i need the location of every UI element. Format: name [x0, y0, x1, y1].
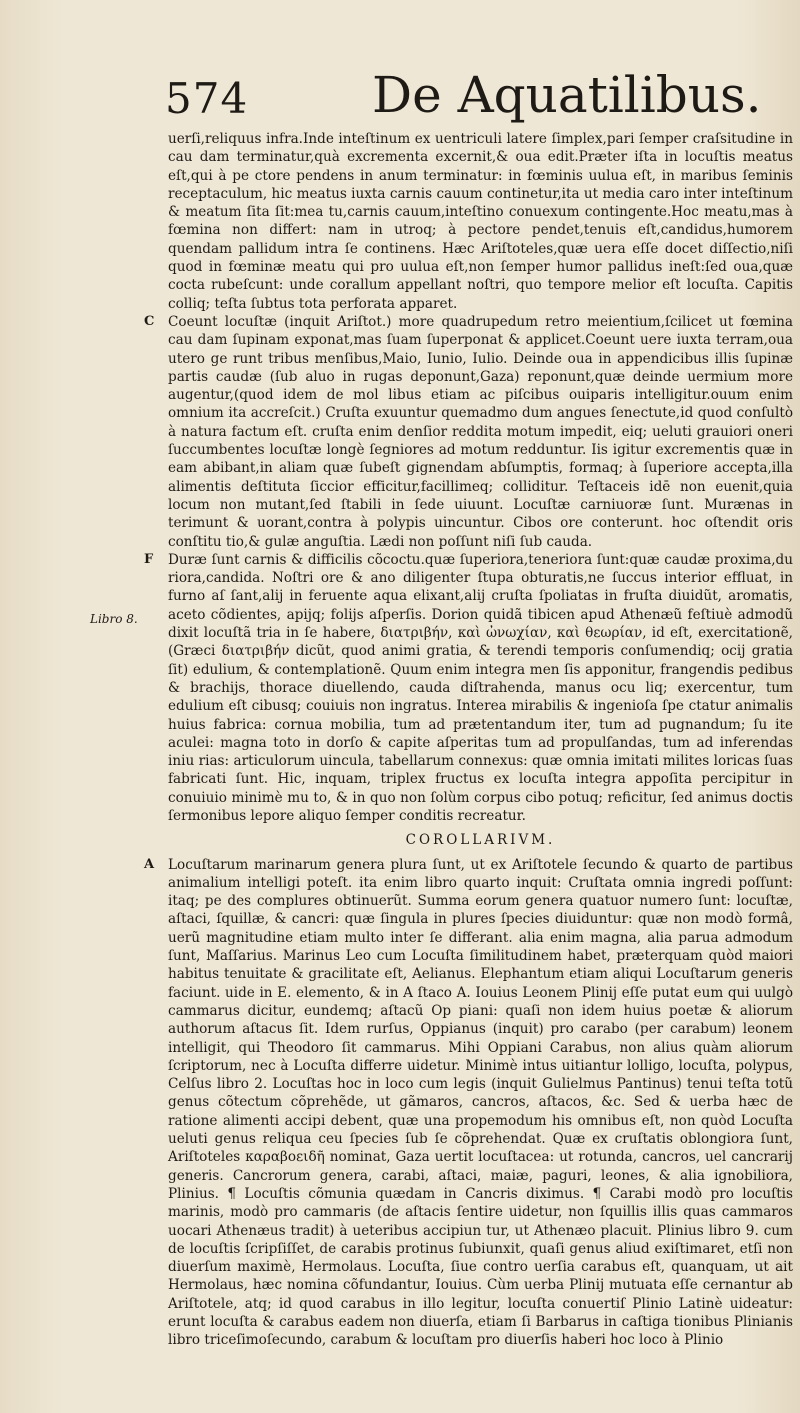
margin-marker-c: C — [144, 313, 155, 329]
page-number: 574 — [165, 74, 249, 123]
paragraph-cuisine: Duræ ſunt carnis & difficilis cõcoctu.quæ ſuperiora,teneriora ſunt:quæ caudæ proxima,du riora,candida. Noſtri ore & ano diligenter ſtupa obturatis,ne ſuccus interior effluat, in furno aſ ſant,alij in feruente aqua elixant,alij cruſta ſpoliatas in fruſta diuidũt, aromatis, aceto cõdientes, apijq; folijs aſperſis. Dorion quidã tibicen apud Athenæũ feſtiuè admodũ dixit locuſtã tria in ſe habere, διατριβήν, καὶ ὠνωχίαν, καὶ θεωρίαν, id eſt, exercitationẽ, (Græci διατριβήν dicũt, quod animi gratia, & terendi temporis conſumendiq; ocij gratia ſit) edulium, & contemplationẽ. Quum enim integra men ſis apponitur, frangendis pedibus & brachijs, thorace diuellendo, cauda diſtrahenda, manus ocu liq; exercentur, tum edulium eſt cibusq; couiuis non ingratus. Interea mirabilis & ingenioſa ſpe ctatur animalis huius fabrica: cornua mobilia, tum ad prætentandum iter, tum ad pugnandum; ſu ite aculei: magna toto in dorſo & capite aſperitas tum ad propulſandas, tum ad inferendas iniu rias: articulorum uincula, tabellarum connexus: quæ omnia imitati milites loricas ſuas fabricati ſunt. Hic, inquam, triplex fructus ex locuſta integra appoſita percipitur in conuiuio minimè mu to, & in quo non ſolùm corpus cibo potuq; reficitur, ſed animus doctis ſermonibus lepore aliquo ſemper conditis recreatur. — [168, 551, 793, 824]
section-heading: COROLLARIVM. — [405, 832, 556, 849]
paragraph-mating: Coeunt locuſtæ (inquit Ariſtot.) more quadrupedum retro meientium,ſcilicet ut fœmina cau dam ſupinam exponat,mas ſuam ſuperponat & applicet.Coeunt uere iuxta terram,oua utero ge runt tribus menſibus,Maio, Iunio, Iulio. Deinde oua in appendicibus illis ſupinæ partis caudæ (ſub aluo in rugas deponunt,Gaza) reponunt,quæ deinde uermium more augentur,(quod idem de mol libus etiam ac piſcibus ouiparis intelligitur.ouum enim omnium ita accreſcit.) Cruſta exuuntur quemadmo dum angues ſenectute,id quod conſultò à natura factum eſt. cruſta enim denſior reddita motum impedit, eiq; ueluti grauiori oneri ſuccumbentes locuſtæ longè ſegniores ad motum redduntur. Iis igitur excrementis quæ in eam abibant,in aliam quæ ſubeſt gignendam abſumptis, formaq; à ſuperiore accepta,illa alimentis deſtituta ſiccior efficitur,facillimeq; colliditur. Teſtaceis idē non euenit,quia locum non mutant,ſed ſtabili in ſede uiuunt. Locuſtæ carniuoræ ſunt. Murænas in terimunt & uorant,contra à polypis uincuntur. Cibos ore conterunt. hoc oſtendit oris conſtitu tio,& gulæ anguſtia. Lædi non poſſunt niſi ſub cauda. — [168, 313, 793, 550]
margin-marker-a: A — [144, 856, 155, 872]
corollarium-text: Locuſtarum marinarum genera plura ſunt, ut ex Ariſtotele ſecundo & quarto de partibus animalium intelligi poteſt. ita enim libro quarto inquit: Cruſtata omnia ingredi poſſunt: itaq; pe des complures obtinuerũt. Summa eorum genera quatuor numero ſunt: locuſtæ, aſtaci, ſquillæ, & cancri: quæ ſingula in plures ſpecies diuiduntur: quæ non modò formâ, uerũ magnitudine etiam multo inter ſe differant. alia enim magna, alia parua admodum ſunt, Maſſarius. Marinus Leo cum Locuſta ſimilitudinem habet, præterquam quòd maiori habitus tenuitate & gracilitate eſt, Aelianus. Elephantum etiam aliqui Locuſtarum generis faciunt. uide in E. elemento, & in A ſtaco A. Iouius Leonem Plinij eſſe putat eum qui uulgò cammarus dicitur, eundemq; aſtacũ Op piani: quaſi non idem huius poetæ & aliorum authorum aſtacus ſit. Idem rurſus, Oppianus (inquit) pro carabo (per carabum) leonem intelligit, qui Theodoro ſit cammarus. Mihi Oppiani Carabus, non alius quàm aliorum ſcriptorum, nec à Locuſta differre uidetur. Minimè intus uitiantur lolligo, locuſta, polypus, Celſus libro 2. Locuſtas hoc in loco cum legis (inquit Gulielmus Pantinus) tenui teſta totũ genus cõtectum cõprehẽde, ut gãmaros, cancros, aſtacos, &c. Sed & uerba hæc de ratione alimenti accipi debent, quæ una propemodum his omnibus eſt, non quòd Locuſta ueluti genus reliqua ceu ſpecies ſub ſe cõprehendat. Quæ ex cruſtatis oblongiora ſunt, Ariſtoteles καραβοειδῆ nominat, Gaza uertit locuſtacea: ut rotunda, cancros, uel cancrarij generis. Cancrorum genera, carabi, aſtaci, maiæ, paguri, leones, & alia ignobiliora, Plinius. ¶ Locuſtis cõmunia quædam in Cancris diximus. ¶ Carabi modò pro locuſtis marinis, modò pro cammaris (de aſtacis ſentire uidetur, non ſquillis illis quas cammaros uocari Athenæus tradit) à ueteribus accipiun tur, ut Athenæo placuit. Plinius libro 9. cum de locuſtis ſcripſiſſet, de carabis protinus ſubiunxit, quaſi genus aliud exiſtimaret, etſi non diuerſum maximè, Hermolaus. Locuſta, ſiue contro uerſia carabus eſt, quanquam, ut ait Hermolaus, hæc nomina cõfundantur, Iouius. Cùm uerba Plinij mutuata eſſe cernantur ab Ariſtotele, atq; id quod carabus in illo legitur, locuſta conuertiſ Plinio Latinè uideatur: erunt locuſta & carabus eadem non diuerſa, etiam ſi Barbarus in caſtiga tionibus Plinianis libro triceſimoſecundo, carabum & locuſtam pro diuerſis haberi hoc loco à Plinio — [168, 856, 793, 1349]
running-title: De Aquatilibus. — [372, 66, 762, 124]
margin-marker-f: F — [144, 551, 154, 567]
paragraph-a — [144, 856, 793, 1350]
main-text-block — [90, 130, 793, 1350]
paragraph-f — [90, 551, 793, 825]
paragraph-anatomy: uerſi,reliquus infra.Inde inteſtinum ex uentriculi latere ſimplex,pari ſemper craſsitudine in cau dam terminatur,quà excrementa excernit,& oua edit.Præter iſta in locuſtis meatus eſt,qui à pe ctore pendens in anum terminatur: in fœminis uulua eſt, in maribus ſeminis receptaculum, hic meatus iuxta carnis cauum continetur,ita ut media caro inter inteſtinum & meatum ſita ſit:mea tu,carnis cauum,inteſtino conuexum contingente.Hoc meatu,mas à fœmina non differt: nam in utroq; à pectore pendet,tenuis eſt,candidus,humorem quendam pallidum intra ſe continens. Hæc Ariſtoteles,quæ uera eſſe docet diſſectio,niſi quod in fœminæ meatu qui pro uulua eſt,non ſemper humor pallidus ineſt:ſed oua,quæ cocta rubeſcunt: unde corallum appellant noſtri, quo tempore melior eſt locuſta. Capitis colliq; teſta ſubtus tota perforata apparet. — [168, 131, 793, 312]
paragraph-c — [144, 313, 793, 551]
margin-note-libro: Libro 8. — [90, 611, 138, 626]
